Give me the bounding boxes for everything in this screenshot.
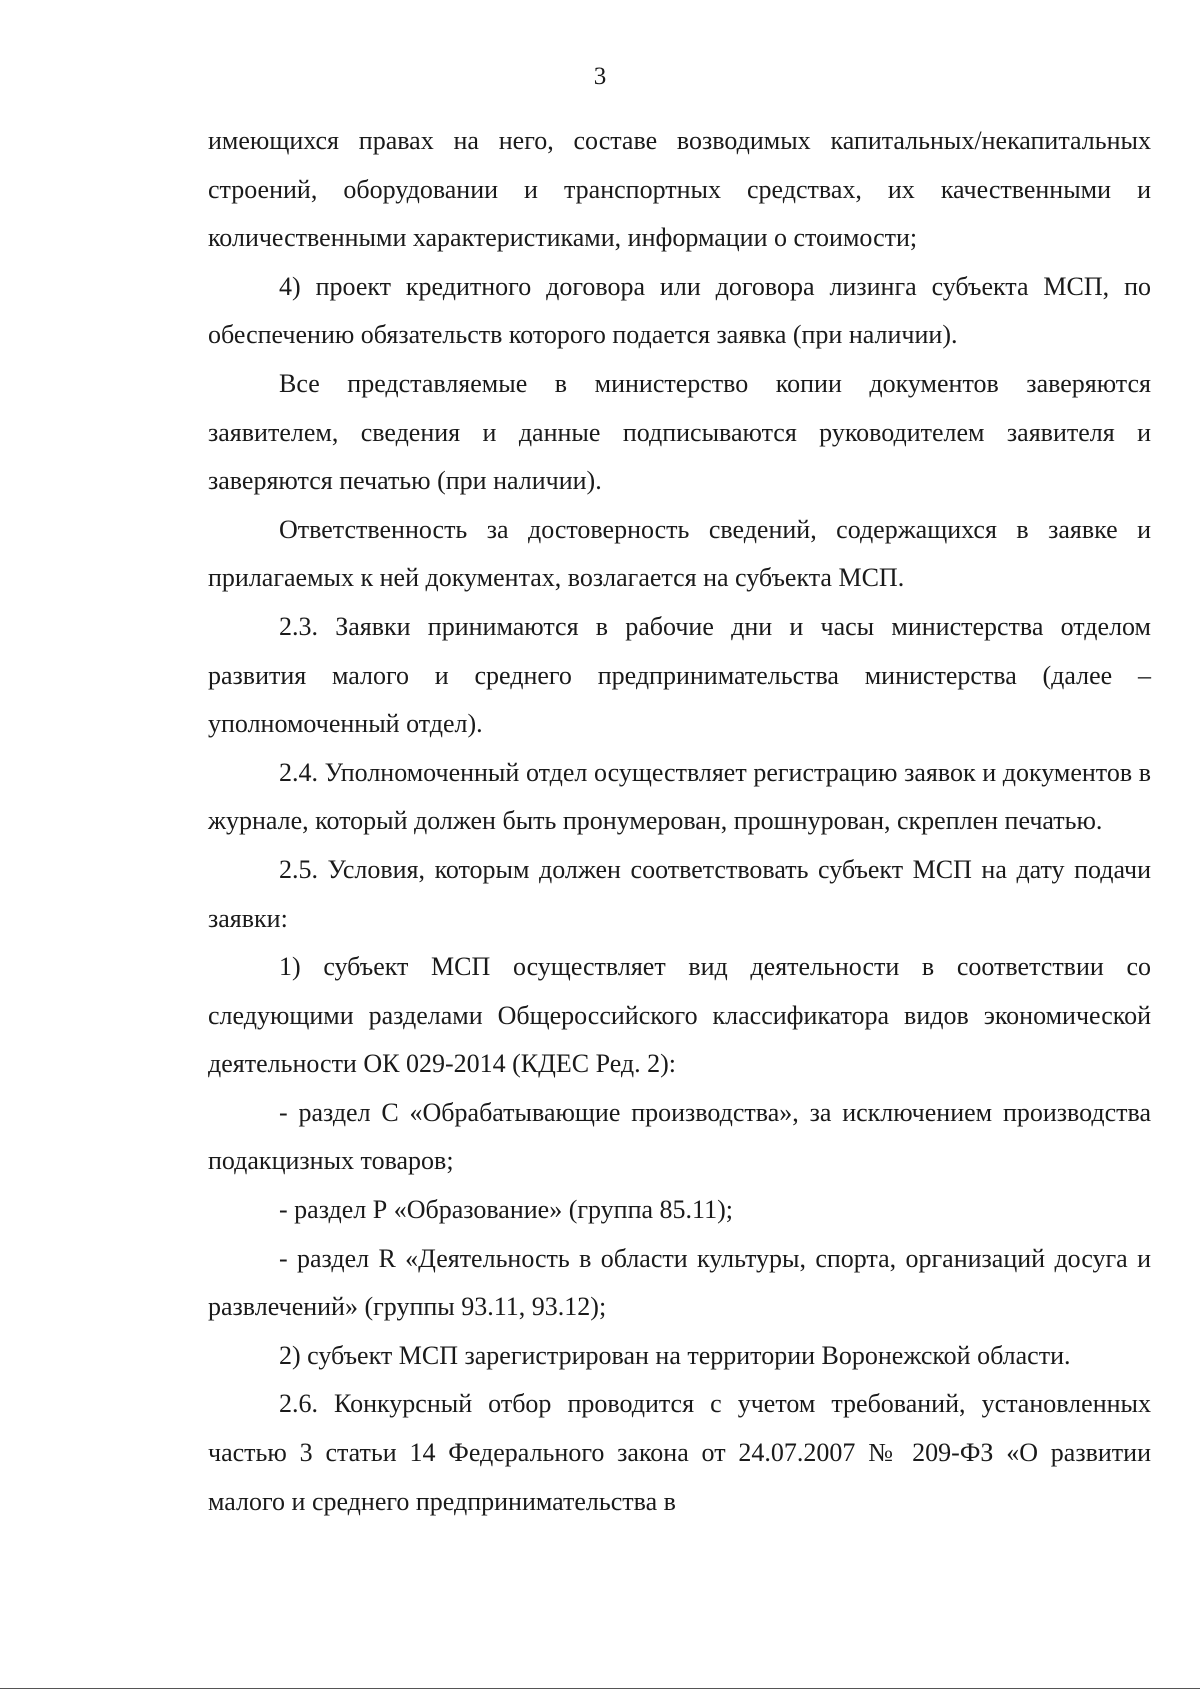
paragraph-condition-2: 2) субъект МСП зарегистрирован на территории Воронежской области. [279,1340,1071,1370]
paragraph-section-c: - раздел С «Обрабатывающие производства», за исключением производства подакцизных товаров; [208,1097,1151,1176]
paragraph-condition-1: 1) субъект МСП осуществляет вид деятельности в соответствии со следующими разделами Общероссийского классификатора видов экономической деятельности ОК 029-2014 (КДЕС Ред. 2): [208,952,1151,1079]
page-number: 3 [593,63,607,90]
paragraph-2-3: 2.3. Заявки принимаются в рабочие дни и часы министерства отделом развития малого и среднего предпринимательства министерства (далее – уполномоченный отдел). [208,611,1151,739]
paragraph-item-4: 4) проект кредитного договора или договора лизинга субъекта МСП, по обеспечению обязательств которого подается заявка (при наличии). [208,271,1151,350]
paragraph-copies-certification: Все представляемые в министерство копии документов заверяются заявителем, сведения и данные подписываются руководителем заявителя и заверяются печатью (при наличии). [208,368,1151,496]
paragraph-section-p: - раздел Р «Образование» (группа 85.11); [279,1195,733,1225]
paragraph-2-5: 2.5. Условия, которым должен соответствовать субъект МСП на дату подачи заявки: [208,854,1151,933]
page-bottom-rule [0,1688,1200,1689]
paragraph-2-6: 2.6. Конкурсный отбор проводится с учетом требований, установленных частью 3 статьи 14 Федерального закона от 24.07.2007 № 209-ФЗ «О развитии малого и среднего предпринимательства в [208,1389,1151,1516]
paragraph-2-4: 2.4. Уполномоченный отдел осуществляет регистрацию заявок и документов в журнале, который должен быть пронумерован, прошнурован, скреплен печатью. [208,757,1151,836]
paragraph-section-r: - раздел R «Деятельность в области культуры, спорта, организаций досуга и развлечений» (группы 93.11, 93.12); [208,1243,1151,1322]
document-body [208,117,1151,1526]
paragraph-responsibility: Ответственность за достоверность сведений, содержащихся в заявке и прилагаемых к ней документах, возлагается на субъекта МСП. [208,514,1151,593]
paragraph-continuation: имеющихся правах на него, составе возводимых капитальных/некапитальных строений, оборудовании и транспортных средствах, их качественными и количественными характеристиками, информации о стоимости; [208,126,1151,253]
